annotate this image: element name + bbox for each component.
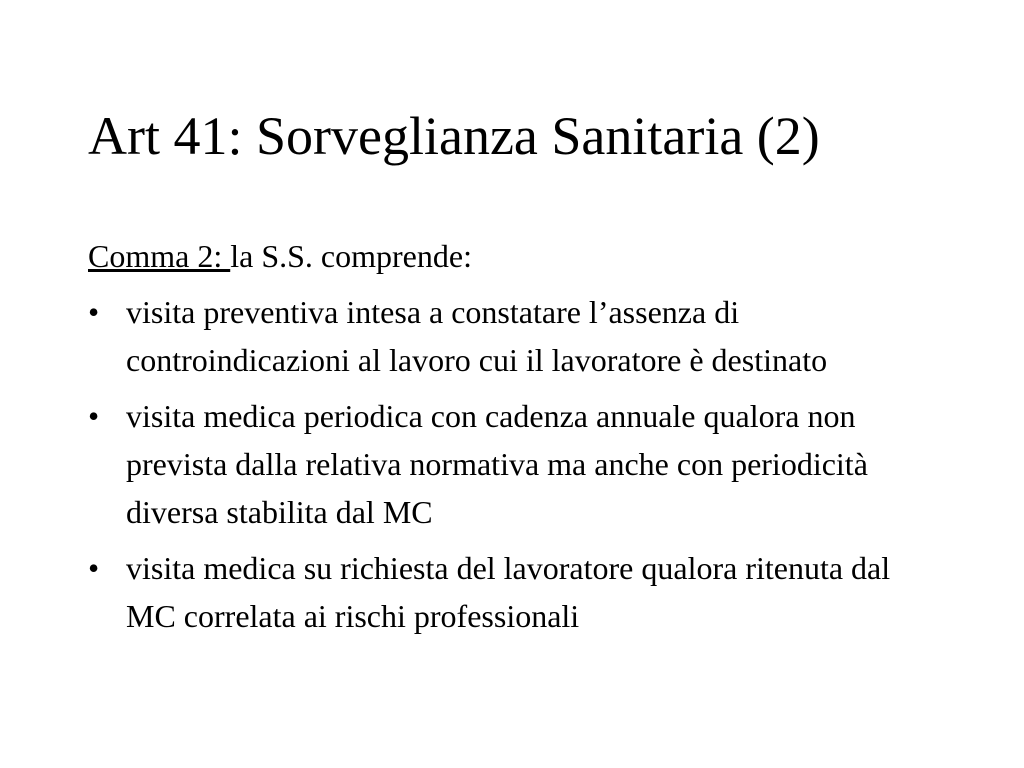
bullet-text: visita medica su richiesta del lavoratore qualora ritenuta dal MC correlata ai rischi professionali [126,550,891,634]
bullet-item [88,544,918,640]
comma-label: Comma 2: [88,238,231,274]
bullet-item [88,288,918,384]
bullet-text: visita medica periodica con cadenza annuale qualora non prevista dalla relativa normativa ma anche con periodicità diversa stabilita dal MC [126,398,868,530]
bullet-item [88,392,918,536]
intro-text: la S.S. comprende: [230,238,472,274]
bullet-marker: • [88,550,100,586]
intro-line [88,232,918,280]
slide-title: Art 41: Sorveglianza Sanitaria (2) [88,106,820,166]
bullet-list [88,288,918,640]
slide-content [88,232,918,648]
bullet-marker: • [88,294,100,330]
bullet-text: visita preventiva intesa a constatare l’assenza di controindicazioni al lavoro cui il lavoratore è destinato [126,294,828,378]
bullet-marker: • [88,398,100,434]
